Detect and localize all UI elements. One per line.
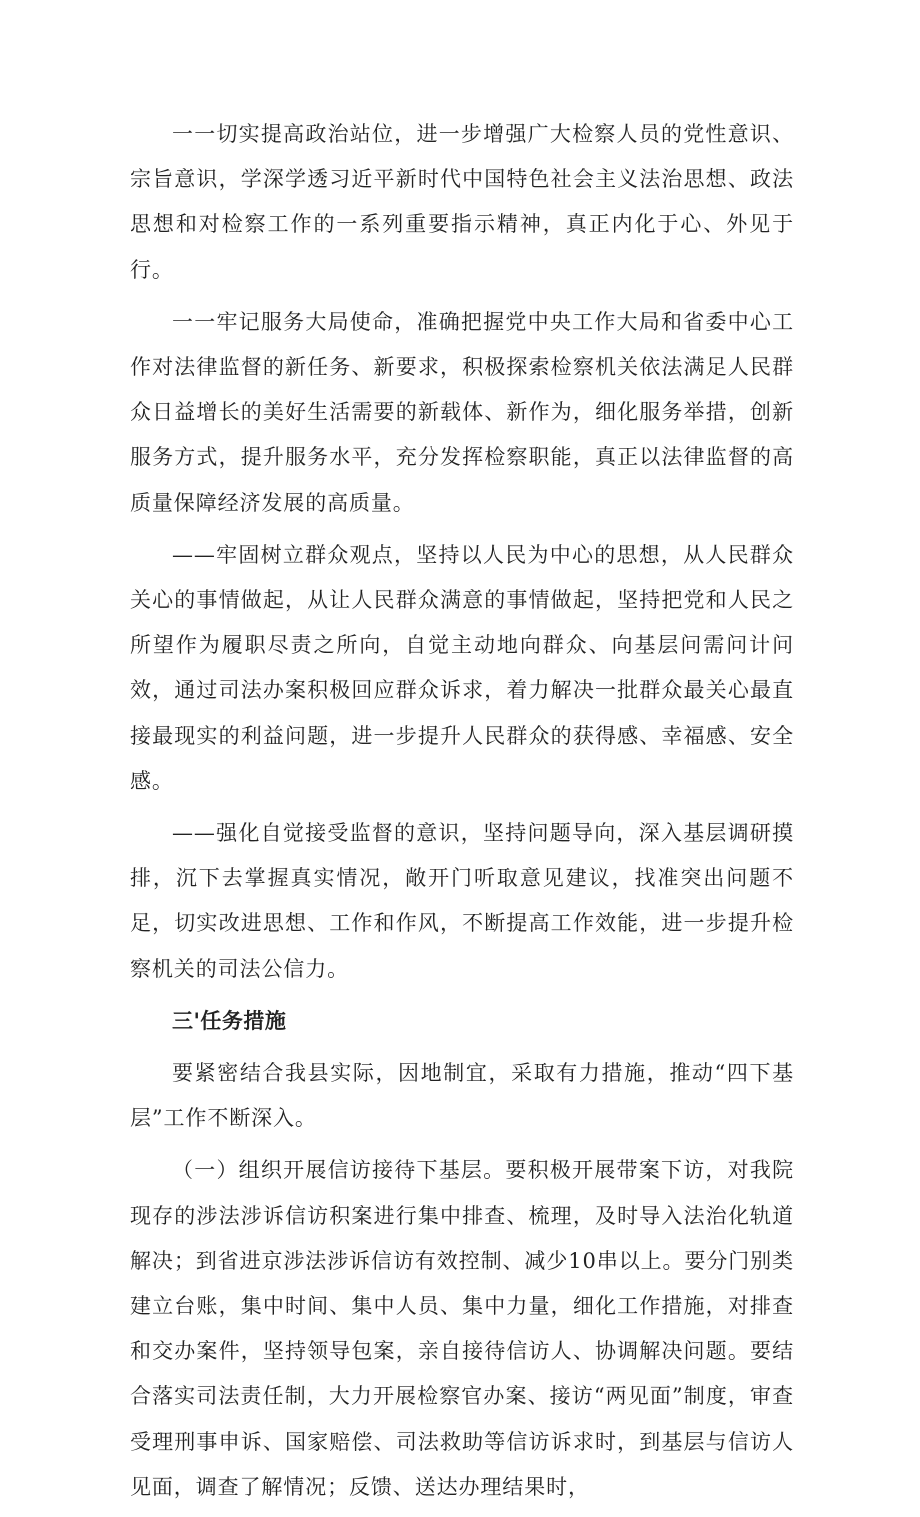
paragraph-section-intro: 要紧密结合我县实际，因地制宜，采取有力措施，推动“四下基层”工作不断深入。 [130, 1061, 794, 1131]
paragraph-serve-overall-situation: 一一牢记服务大局使命，准确把握党中央工作大局和省委中心工作对法律监督的新任务、新要求，积极探索检察机关依法满足人民群众日益增长的美好生活需要的新载体、新作为，细化服务举措，创新服务方式，提升服务水平，充分发挥检察职能，真正以法律监督的高质量保障经济发展的高质量。 [130, 309, 794, 515]
paragraph-accept-supervision: ——强化自觉接受监督的意识，坚持问题导向，深入基层调研摸排，沉下去掌握真实情况，敞开门听取意见建议，找准突出问题不足，切实改进思想、工作和作风，不断提高工作效能，进一步提升检察机关的司法公信力。 [130, 821, 794, 981]
paragraph-mass-viewpoint: ——牢固树立群众观点，坚持以人民为中心的思想，从人民群众关心的事情做起，从让人民群众满意的事情做起，坚持把党和人民之所望作为履职尽责之所向，自觉主动地向群众、向基层问需问计问效，通过司法办案积极回应群众诉求，着力解决一批群众最关心最直接最现实的利益问题，进一步提升人民群众的获得感、幸福感、安全感。 [130, 542, 794, 793]
document-body [130, 112, 794, 1517]
paragraph-petition-reception: （一）组织开展信访接待下基层。要积极开展带案下访，对我院现存的涉法涉诉信访积案进行集中排查、梳理，及时导入法治化轨道解决；到省进京涉法涉诉信访有效控制、减少10串以上。要分门别类建立台账，集中时间、集中人员、集中力量，细化工作措施，对排查和交办案件，坚持领导包案，亲自接待信访人、协调解决问题。要结合落实司法责任制，大力开展检察官办案、接访“两见面”制度，审查受理刑事申诉、国家赔偿、司法救助等信访诉求时，到基层与信访人见面，调查了解情况；反馈、送达办理结果时， [130, 1158, 794, 1499]
section-heading: 三'任务措施 [172, 1008, 287, 1033]
paragraph-political-stance: 一一切实提高政治站位，进一步增强广大检察人员的党性意识、宗旨意识，学深学透习近平新时代中国特色社会主义法治思想、政法思想和对检察工作的一系列重要指示精神，真正内化于心、外见于行。 [130, 122, 794, 282]
